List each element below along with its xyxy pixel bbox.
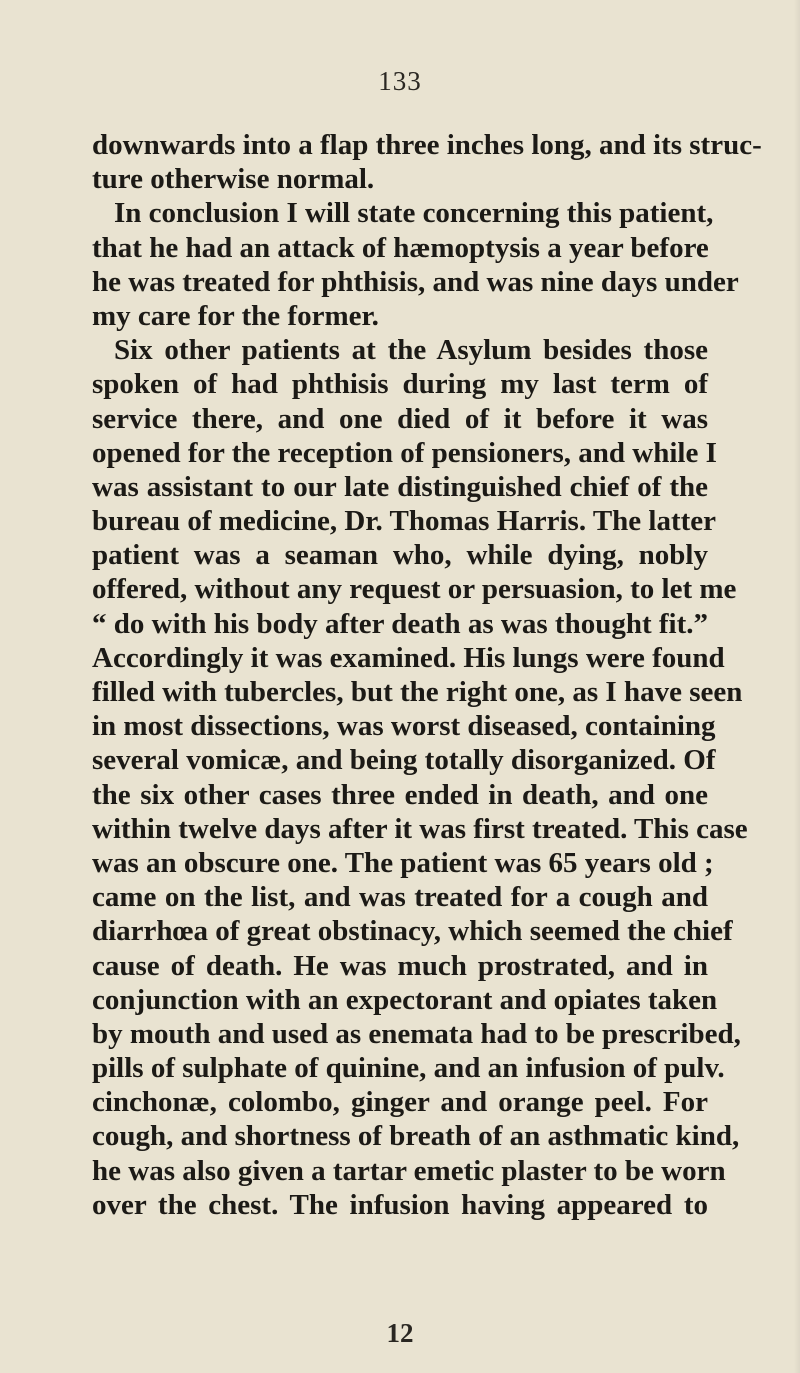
- text-line: by mouth and used as enemata had to be prescribed,: [92, 1017, 741, 1050]
- text-line: within twelve days after it was first treated. This case: [92, 812, 748, 845]
- text-line: he was also given a tartar emetic plaster to be worn: [92, 1154, 726, 1187]
- text-line: in most dissections, was worst diseased, containing: [92, 710, 716, 743]
- text-line: ture otherwise normal.: [92, 163, 375, 196]
- text-line: downwards into a flap three inches long, and its struc-: [92, 129, 762, 161]
- text-line: Accordingly it was examined. His lungs were found: [92, 641, 725, 674]
- text-line: the six other cases three ended in death, and one: [92, 778, 708, 811]
- text-line: was assistant to our late distinguished chief of the: [92, 470, 708, 503]
- text-line: Six other patients at the Asylum besides those: [114, 334, 708, 367]
- text-line: service there, and one died of it before it was: [92, 402, 708, 435]
- text-line: over the chest. The infusion having appeared to: [92, 1188, 708, 1221]
- text-line: “ do with his body after death as was thought fit.”: [92, 607, 708, 640]
- text-line: was an obscure one. The patient was 65 years old ;: [92, 846, 714, 879]
- text-line: cause of death. He was much prostrated, and in: [92, 949, 708, 982]
- text-line: filled with tubercles, but the right one, as I have seen: [92, 676, 743, 708]
- text-line: several vomicæ, and being totally disorganized. Of: [92, 744, 716, 777]
- body-text: [92, 128, 762, 1222]
- text-line: cough, and shortness of breath of an asthmatic kind,: [92, 1120, 740, 1153]
- signature-mark: 12: [386, 1318, 414, 1348]
- text-line: my care for the former.: [92, 299, 379, 332]
- page-edge-shadow: [794, 0, 800, 1373]
- text-line: pills of sulphate of quinine, and an infusion of pulv.: [92, 1052, 725, 1085]
- text-line: spoken of had phthisis during my last term of: [92, 368, 708, 401]
- text-line: cinchonæ, colombo, ginger and orange peel. For: [92, 1086, 708, 1119]
- text-line: bureau of medicine, Dr. Thomas Harris. The latter: [92, 505, 717, 538]
- text-line: opened for the reception of pensioners, and while I: [92, 436, 717, 469]
- text-line: diarrhœa of great obstinacy, which seemed the chief: [92, 915, 733, 948]
- text-line: that he had an attack of hæmoptysis a year before: [92, 231, 709, 264]
- text-line: patient was a seaman who, while dying, nobly: [92, 539, 708, 572]
- text-line: In conclusion I will state concerning this patient,: [114, 197, 714, 230]
- text-line: came on the list, and was treated for a cough and: [92, 881, 708, 914]
- text-line: offered, without any request or persuasion, to let me: [92, 573, 737, 606]
- text-line: conjunction with an expectorant and opiates taken: [92, 983, 718, 1016]
- text-line: he was treated for phthisis, and was nine days under: [92, 265, 739, 298]
- page-number: 133: [378, 66, 422, 96]
